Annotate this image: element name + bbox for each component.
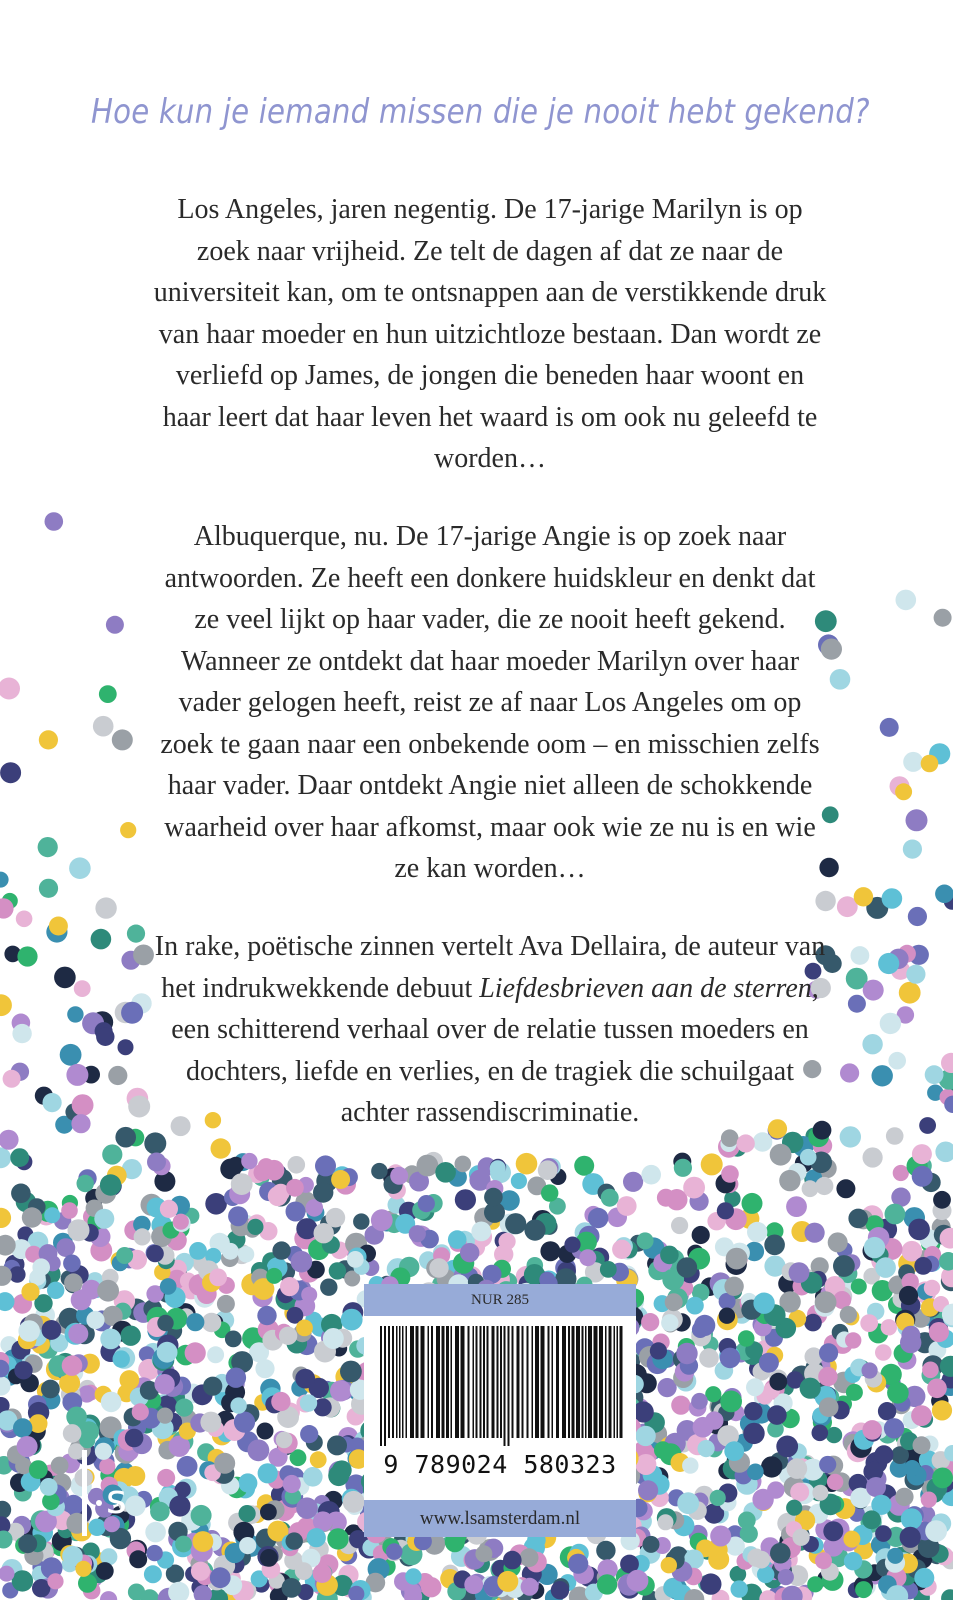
publisher-url: www.lsamsterdam.nl [364, 1500, 636, 1537]
blurb-paragraph-2: Albuquerque, nu. De 17-jarige Angie is op zoek naar antwoorden. Ze heeft een donkere huidskleur en denkt dat ze veel lijkt op haar vader, die ze nooit heeft gekend. Wanneer ze ontdekt dat haar moeder Marilyn over haar vader gelogen heeft, reist ze af naar Los Angeles om op zoek te gaan naar een onbekende oom – en misschien zelfs haar vader. Daar ontdekt Angie niet alleen de schokkende waarheid over haar afkomst, maar ook wie ze nu is en wie ze kan worden… [160, 521, 820, 884]
blurb-paragraph-3 [150, 926, 830, 1134]
blurb-paragraph-3-end: , een schitterend verhaal over de relatie tussen moeders en dochters, liefde en verlies, en de tragiek die schuilgaat achter rassendiscriminatie. [171, 972, 819, 1128]
blurb-paragraph-1: Los Angeles, jaren negentig. De 17-jarige Marilyn is op zoek naar vrijheid. Ze telt de dagen af dat ze naar de universiteit kan, om te ontsnappen aan de verstikkende druk van haar moeder en hun uitzichtloze bestaan. Dan wordt ze verliefd op James, de jongen die beneden haar woont en haar leert dat haar leven het waard is om ook nu geleefd te worden… [153, 194, 827, 474]
ls-publisher-logo-icon: s [68, 1450, 148, 1540]
barcode-box [364, 1284, 636, 1537]
nur-code: NUR 285 [364, 1284, 636, 1316]
isbn-number: 9 789024 580323 [383, 1450, 617, 1479]
tagline: Hoe kun je iemand missen die je nooit hebt gekend? [90, 92, 870, 132]
barcode-icon [376, 1326, 624, 1446]
blurb-paragraph-3-start: In rake, poëtische zinnen vertelt Ava Dellaira, de auteur van het indrukwekkende debuut [154, 931, 826, 1004]
debut-title: Liefdesbrieven aan de sterren [479, 972, 812, 1004]
